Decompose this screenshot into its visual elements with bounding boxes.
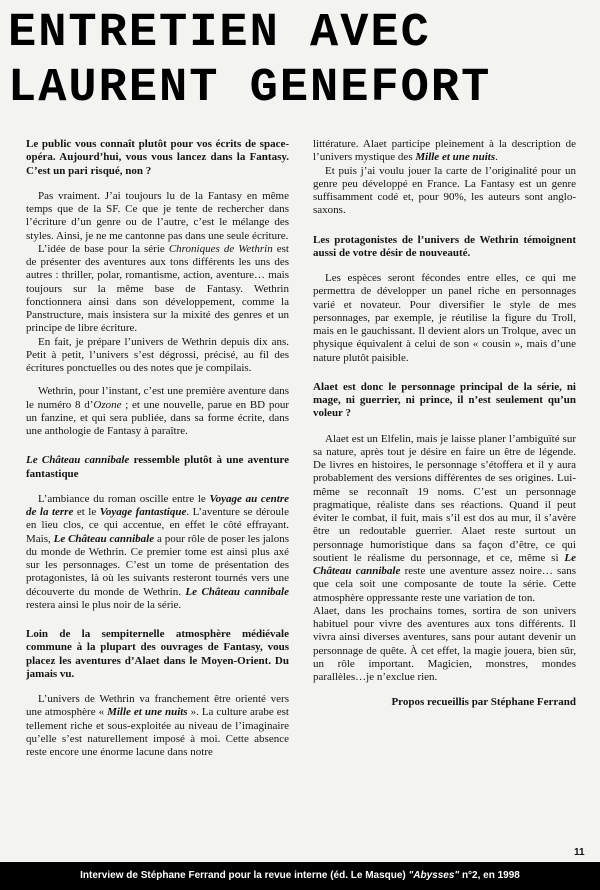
answer-5-paragraph-1: Alaet est un Elfelin, mais je laisse planer l’ambiguïté sur sa nature, après tout je désire en faire un être de légende. De livres en histoires, le personnage s’étoffera et il y aura probablement des versions différentes de ses origines. Lui-même se reconnaît 19 noms. C’est un personnage pragmatique, réaliste dans ses réactions. Quand il peut éviter le combat, il fuit, mais s’il est dos au mur, il s’avère être un redoutable guerrier. Alaet reste surtout un personnage humoristique dans sa façon d’être, ce qui soutient le réalisme du personnage, et ce, même si Le Château cannibale reste une aventure assez noire… sans que cela soit une composante de toute la série. Cette atmosphère oppressante reste une variation de ton. — [313, 432, 576, 604]
left-column — [26, 138, 289, 759]
page-number: 11 — [574, 847, 585, 858]
question-1: Le public vous connaît plutôt pour vos écrits de space-opéra. Aujourd’hui, vous vous lancez dans la Fantasy. C’est un pari risqué, non ? — [26, 138, 289, 177]
answer-2-paragraph-1: L’ambiance du roman oscille entre le Voyage au centre de la terre et le Voyage fantastique. L’aventure se déroule en lieu clos, ce qui accentue, en effet le côté effrayant. Mais, Le Château cannibale a pour rôle de poser les jalons du monde de Wethrin. Ce premier tome est ainsi plus axé sur les personnages. C’est un tome de présentation des protagonistes, là où les suivants resteront tournés vers une découverte du monde de Wethrin. Le Château cannibale restera ainsi le plus noir de la série. — [26, 492, 290, 611]
answer-1-paragraph-2: L’idée de base pour la série Chroniques de Wethrin est de présenter des aventures aux tons différents les uns des autres : thriller, polar, romantisme, action, aventure… mais toujours sur la même base de Fantasy. Wethrin fonctionnera ainsi dans son développement, comme la Panstructure, mais insistera sur la mixité des genres et un principe de libre écriture. — [26, 242, 289, 335]
right-column — [313, 138, 576, 710]
answer-3-paragraph-1: L’univers de Wethrin va franchement être orienté vers une atmosphère « Mille et une nuits ». La culture arabe est tellement riche et sous-exploitée au niveau de l’imaginaire qu’elle s’est naturellement imposé à moi. Cette absence reste encore une énorme lacune dans notre — [26, 693, 289, 758]
answer-1-paragraph-1: Pas vraiment. J’ai toujours lu de la Fantasy en même temps que de la SF. Ce que je tente de rechercher dans l’écriture d’un genre ou de l’autre, c’est le mélange des styles. Ainsi, je ne me cantonne pas dans une seule écriture. — [26, 189, 289, 242]
question-4: Les protagonistes de l’univers de Wethrin témoignent aussi de votre désir de nouveauté. — [313, 233, 576, 259]
answer-4-paragraph-1: Les espèces seront fécondes entre elles, ce qui me permettra de développer un panel riche en personnages varié et novateur. Pour diversifier le style de mes personnages, par exemple, je réutilise la figure du Troll, mais en le gauchissant. Il devient alors un Trolque, avec un physique équivalent à celui de son « cousin », mais d’une nature plutôt paisible. — [313, 272, 576, 364]
answer-3-paragraph-2: Et puis j’ai voulu jouer la carte de l’originalité pour un genre peu développé en France. La Fantasy est un genre suffisamment codé et, pour 90%, les auteurs sont anglo-saxons. — [313, 164, 576, 217]
answer-1-paragraph-4: Wethrin, pour l’instant, c’est une première aventure dans le numéro 8 d’Ozone ; et une nouvelle, parue en BD pour un fanzine, et qui sera publiée, dans sa forme écrite, dans une anthologie de Fantasy à paraître. — [26, 385, 290, 437]
question-3: Loin de la sempiternelle atmosphère médiévale commune à la plupart des ouvrages de Fantasy, vous placez les aventures d’Alaet dans le Moyen-Orient. Du jamais vu. — [26, 628, 289, 680]
answer-1-paragraph-3: En fait, je prépare l’univers de Wethrin depuis dix ans. Petit à petit, l’univers s’est dégrossi, précisé, au fil des écritures ponctuelles ou des notes que je compilais. — [26, 335, 289, 374]
answer-5-paragraph-2: Alaet, dans les prochains tomes, sortira de son univers habituel pour vivre des aventures aux tons différents. Il vivra ainsi diverses aventures, sans pour autant devenir un personnage de quête. À cet effet, la magie jouera, bien sûr, un rôle important. Magicien, monstres, mondes parallèles…je n’exclue rien. — [313, 604, 576, 683]
answer-3-continued: littérature. Alaet participe pleinement à la description de l’univers mystique des Mille et une nuits. — [313, 138, 576, 164]
caption-footer: Interview de Stéphane Ferrand pour la revue interne (éd. Le Masque) "Abysses" n°2, en 1998 — [0, 862, 600, 890]
title-line-2: LAURENT GENEFORT — [8, 62, 492, 115]
article-title — [8, 6, 598, 116]
title-line-1: ENTRETIEN AVEC — [8, 7, 431, 60]
question-2: Le Château cannibale ressemble plutôt à une aventure fantastique — [26, 454, 290, 480]
question-5: Alaet est donc le personnage principal de la série, ni mage, ni guerrier, ni prince, il n’est seulement qu’un voleur ? — [313, 380, 576, 420]
interview-credit: Propos recueillis par Stéphane Ferrand — [391, 696, 576, 709]
